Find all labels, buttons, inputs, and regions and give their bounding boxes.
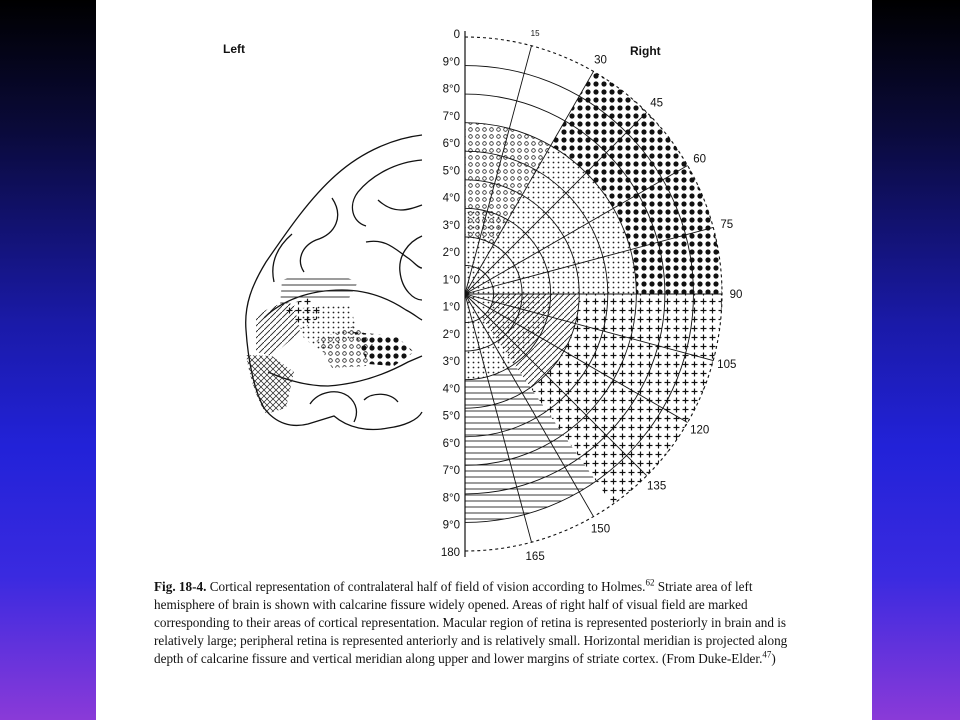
caption-text-2: Striate area of left hemisphere of brain is shown with calcarine fissure widely opened. Areas of right half of visual field are marked corresponding to their areas of cortical representation. Macular region of retina is represented posteriorly in brain and is relatively large; peripheral retina is represented anteriorly and is relatively small. Horizontal meridian is projected along depth of calcarine fissure and vertical meridian along upper and lower margins of striate cortex. (From Duke-Elder. (154, 579, 788, 666)
right-label: Right (630, 44, 661, 58)
left-axis-tick: 8°0 (442, 83, 460, 96)
left-axis-ticks (441, 29, 460, 559)
left-axis-tick: 4°0 (442, 192, 460, 205)
meridian-label: 30 (594, 54, 607, 67)
left-label: Left (223, 42, 245, 56)
meridian-label: 150 (590, 523, 611, 536)
meridian-label: 75 (720, 218, 734, 231)
brain-lower-gyrus-2 (364, 394, 398, 402)
meridian-label: 90 (729, 289, 743, 301)
figure-caption (154, 578, 814, 668)
left-axis-tick: 9°0 (442, 519, 460, 532)
area-crosshatch (246, 355, 294, 414)
meridian-label: 45 (650, 97, 664, 110)
striate-textures (246, 274, 414, 414)
left-axis-tick: 4°0 (442, 383, 460, 396)
left-axis-tick: 1°0 (442, 274, 460, 287)
meridian-label: 60 (693, 153, 707, 166)
brain-gyrus-1 (352, 160, 422, 226)
left-axis-tick: 3°0 (442, 219, 460, 232)
left-axis-tick: 2°0 (442, 247, 460, 260)
brain-gyrus-4 (378, 200, 422, 210)
meridian-label: 165 (525, 550, 545, 563)
brain-fissure-curl (400, 236, 422, 300)
meridian-label: 15 (530, 29, 540, 39)
caption-ref-1: 62 (645, 577, 655, 588)
brain-gyrus-3 (273, 234, 292, 282)
left-axis-tick: 6°0 (442, 138, 460, 151)
caption-figure-label: Fig. 18-4. (154, 579, 207, 594)
caption-text-3: ) (771, 651, 776, 666)
brain-lower-gyrus (310, 392, 356, 422)
slide-card (96, 0, 872, 720)
left-axis-tick: 8°0 (442, 492, 460, 505)
left-axis-tick: 0 (453, 29, 460, 41)
meridian-label: 135 (647, 480, 667, 493)
meridian-label: 105 (717, 359, 737, 372)
left-axis-tick: 2°0 (442, 328, 460, 341)
brain-gyrus-2 (300, 198, 337, 272)
left-axis-tick: 7°0 (442, 110, 460, 123)
left-axis-tick: 5°0 (442, 165, 460, 178)
area-hstripes (280, 274, 358, 306)
field-textures (465, 71, 722, 522)
figure-diagram (96, 0, 872, 575)
left-axis-tick: 7°0 (442, 465, 460, 478)
left-axis-tick: 9°0 (442, 56, 460, 69)
brain-gyrus-5 (366, 241, 422, 268)
caption-ref-2: 47 (762, 649, 772, 660)
caption-text-1: Cortical representation of contralateral half of field of vision according to Holmes. (209, 579, 646, 594)
left-axis-tick: 6°0 (442, 437, 460, 450)
visual-field-chart (441, 29, 743, 563)
meridian-label: 120 (690, 424, 710, 437)
left-axis-tick: 180 (440, 547, 460, 559)
left-axis-tick: 3°0 (442, 356, 460, 369)
left-axis-tick: 5°0 (442, 410, 460, 423)
left-axis-tick: 1°0 (442, 301, 460, 314)
